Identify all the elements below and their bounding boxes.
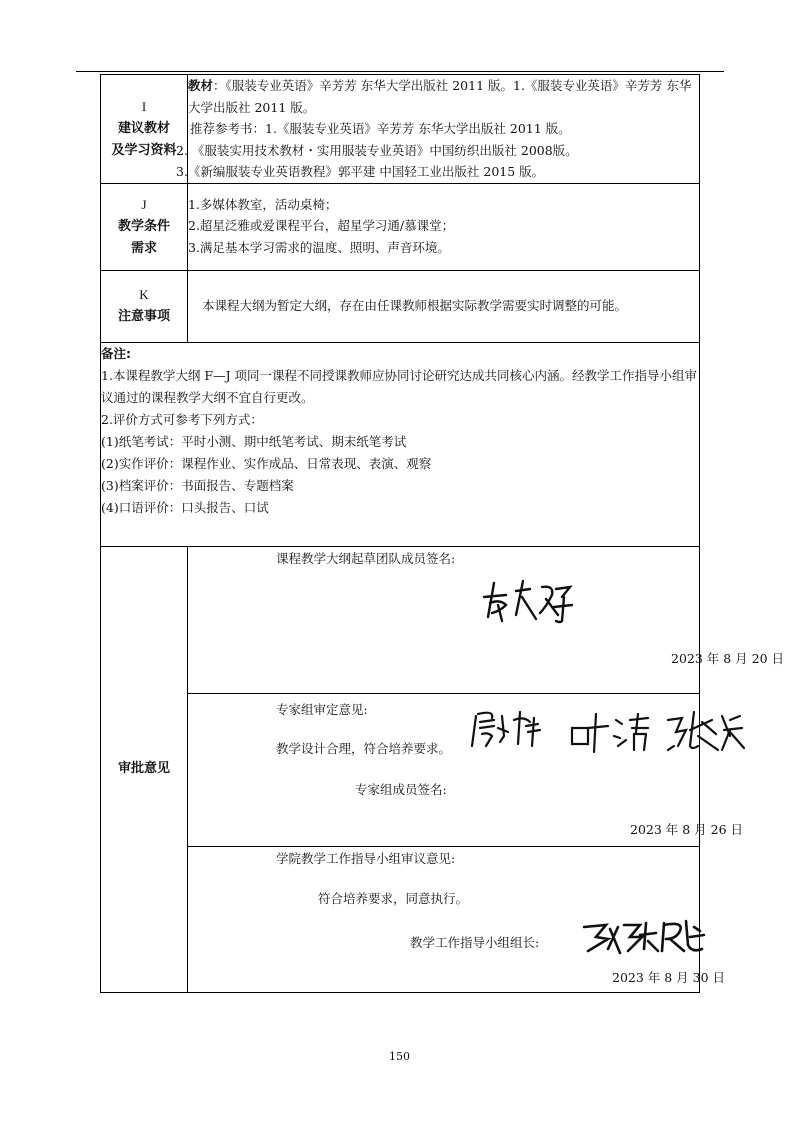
content-teaching-conditions bbox=[188, 183, 700, 270]
textbook-text: ：《服装专业英语》辛芳芳 东华大学出版社 2011 版。1.《服装专业英语》辛芳芳 东华大学出版社 2011 版。 bbox=[188, 78, 692, 115]
drafting-title: 课程教学大纲起草团队成员签名: bbox=[276, 550, 456, 566]
condition-item-3: 3.满足基本学习需求的温度、照明、声音环境。 bbox=[188, 239, 450, 255]
syllabus-table bbox=[100, 74, 785, 993]
row-approval-expert bbox=[101, 693, 700, 846]
row-code-j: J bbox=[141, 196, 147, 212]
college-cell bbox=[188, 846, 726, 992]
row-code-k: K bbox=[139, 287, 149, 302]
label-textbooks-line1: 建议教材 bbox=[117, 120, 170, 136]
remarks-line-6: (4)口语评价：口头报告、口试 bbox=[101, 499, 269, 515]
college-date: 2023 年 8 月 30 日 bbox=[612, 969, 726, 985]
remarks-line-4: (2)实作评价：课程作业、实作成品、日常表现、表演、观察 bbox=[101, 455, 432, 471]
remarks-line-2: 2.评价方式可参考下列方式： bbox=[101, 411, 263, 427]
reference-line-1: 推荐参考书：1.《服装专业英语》辛芳芳 东华大学出版社 2011 版。 bbox=[190, 121, 571, 136]
reference-line-3: 3.《新编服装专业英语教程》郭平建 中国轻工业出版社 2015 版。 bbox=[176, 164, 545, 179]
remarks-line-1: 1.本课程教学大纲 F—J 项同一课程不同授课教师应协同讨论研究达成共同核心内涵。经教学工作指导小组审议通过的课程教学大纲不宜自行更改。 bbox=[101, 367, 698, 405]
row-code-i: I bbox=[141, 98, 147, 114]
expert-members-label: 专家组成员签名: bbox=[355, 781, 447, 797]
remarks-line-3: (1)纸笔考试：平时小测、期中纸笔考试、期末纸笔考试 bbox=[101, 433, 407, 449]
textbook-prefix: 教材 bbox=[188, 78, 214, 93]
label-cell-i bbox=[101, 75, 188, 184]
college-opinion: 符合培养要求，同意执行。 bbox=[318, 890, 469, 906]
remarks-line-5: (3)档案评价：书面报告、专题档案 bbox=[101, 477, 294, 493]
college-leader-label: 教学工作指导小组组长: bbox=[410, 934, 540, 950]
row-approval-college bbox=[101, 846, 700, 992]
condition-item-1: 1.多媒体教室，活动桌椅； bbox=[188, 196, 338, 212]
content-precautions bbox=[188, 270, 700, 342]
expert-title: 专家组审定意见: bbox=[276, 701, 368, 717]
remarks-cell bbox=[101, 342, 700, 546]
precautions-text: 本课程大纲为暂定大纲，存在由任课教师根据实际教学需要实时调整的可能。 bbox=[202, 298, 628, 314]
condition-item-2: 2.超星泛雅或爱课程平台，超星学习通/慕课堂； bbox=[188, 218, 455, 233]
label-approval: 审批意见 bbox=[117, 761, 170, 776]
drafting-cell bbox=[188, 546, 785, 693]
textbook-paragraph bbox=[188, 75, 699, 118]
row-teaching-conditions bbox=[101, 183, 700, 270]
label-conditions-line2: 需求 bbox=[130, 240, 157, 256]
expert-signatures-image bbox=[468, 706, 748, 756]
expert-date: 2023 年 8 月 26 日 bbox=[630, 821, 744, 837]
row-textbooks bbox=[101, 75, 700, 184]
college-leader-signature-image bbox=[580, 915, 710, 959]
label-textbooks-line2: 及学习资料 bbox=[111, 142, 177, 158]
label-precautions: 注意事项 bbox=[117, 309, 170, 324]
label-cell-j bbox=[101, 183, 188, 270]
label-cell-approval bbox=[101, 546, 188, 992]
expert-opinion: 教学设计合理，符合培养要求。 bbox=[276, 740, 452, 756]
content-textbooks bbox=[176, 75, 700, 184]
expert-cell bbox=[188, 693, 744, 846]
row-remarks bbox=[101, 342, 700, 546]
row-approval-drafting bbox=[101, 546, 700, 693]
header-rule bbox=[76, 71, 724, 72]
college-title: 学院教学工作指导小组审议意见: bbox=[276, 850, 456, 866]
label-cell-k bbox=[101, 270, 188, 342]
drafting-signature-image bbox=[476, 575, 576, 625]
reference-line-2: 2. 《服装实用技术教材・实用服装专业英语》中国纺织出版社 2008版。 bbox=[176, 142, 578, 158]
remarks-title: 备注: bbox=[101, 345, 131, 361]
label-conditions-line1: 教学条件 bbox=[117, 218, 170, 234]
page-number: 150 bbox=[389, 1050, 410, 1063]
drafting-date: 2023 年 8 月 20 日 bbox=[671, 650, 785, 666]
row-notes-k bbox=[101, 270, 700, 342]
